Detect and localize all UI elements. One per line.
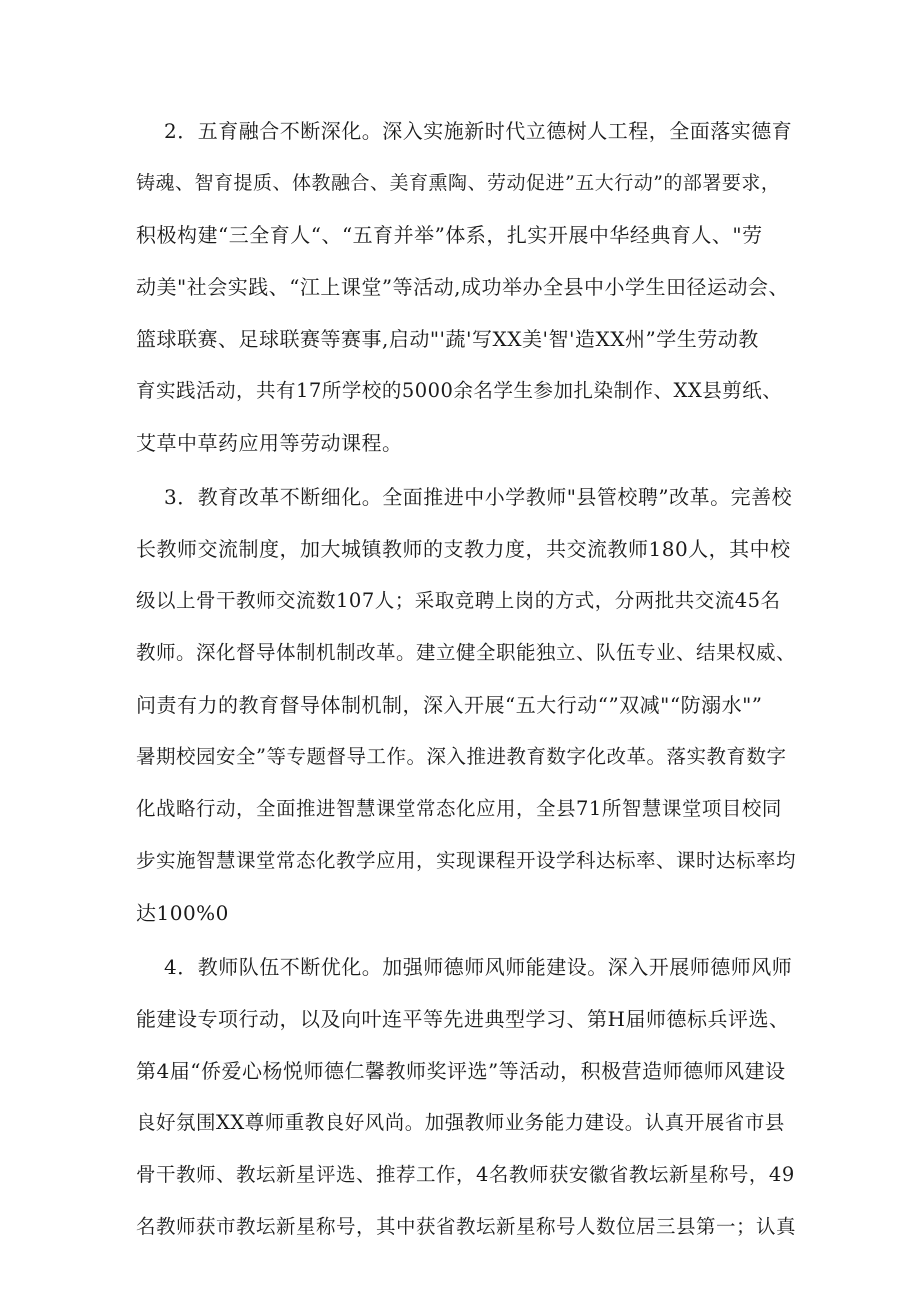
paragraph-line: 第4届“侨爱心杨悦师德仁馨教师奖评选”等活动，积极营造师德师风建设	[136, 1059, 786, 1083]
paragraph-line: 教师。深化督导体制机制改革。建立健全职能独立、队伍专业、结果权威、	[136, 641, 797, 664]
paragraph-line: 动美"社会实践、“江上课堂”等活动,成功举办全县中小学生田径运动会、	[136, 275, 790, 299]
paragraph-line: 良好氛围XX尊师重教良好风尚。加强教师业务能力建设。认真开展省市县	[136, 1111, 785, 1134]
paragraph-line: 4．教师队伍不断优化。加强师德师风师能建设。深入开展师德师风师	[164, 955, 793, 979]
paragraph-line: 骨干教师、教坛新星评选、推荐工作，4名教师获安徽省教坛新星称号，49	[136, 1163, 795, 1186]
paragraph-line: 能建设专项行动，以及向叶连平等先进典型学习、第H届师德标兵评选、	[136, 1007, 790, 1031]
paragraph-line: 暑期校园安全”等专题督导工作。深入推进教育数字化改革。落实教育数字	[136, 745, 787, 768]
paragraph-line: 级以上骨干教师交流数107人；采取竞聘上岗的方式，分两批共交流45名	[136, 589, 781, 612]
paragraph-line: 长教师交流制度，加大城镇教师的支教力度，共交流教师180人，其中校	[136, 537, 791, 561]
paragraph-line: 艾草中草药应用等劳动课程。	[136, 431, 403, 455]
paragraph-line: 步实施智慧课堂常态化教学应用，实现课程开设学科达标率、课时达标率均	[136, 849, 797, 872]
paragraph-line: 化战略行动，全面推进智慧课堂常态化应用，全县71所智慧课堂项目校同	[136, 797, 782, 820]
paragraph-line: 问责有力的教育督导体制机制，深入开展“五大行动“”双减"“防溺水"”	[136, 693, 763, 717]
paragraph-line: 名教师获市教坛新星称号，其中获省教坛新星称号人数位居三县第一；认真	[136, 1215, 797, 1238]
paragraph-line: 篮球联赛、足球联赛等赛事,启动"'蔬'写XX美'智'造XX州”学生劳动教	[136, 327, 759, 351]
paragraph-line: 育实践活动，共有17所学校的5000余名学生参加扎染制作、XX县剪纸、	[136, 379, 783, 402]
paragraph-line: 积极构建“三全育人“、“五育并举”体系，扎实开展中华经典育人、"劳	[136, 223, 763, 247]
paragraph-line: 铸魂、智育提质、体教融合、美育熏陶、劳动促进”五大行动”的部署要求，	[136, 172, 781, 194]
paragraph-line: 3．教育改革不断细化。全面推进中小学教师"县管校聘”改革。完善校	[164, 485, 793, 509]
paragraph-line: 2．五育融合不断深化。深入实施新时代立德树人工程，全面落实德育	[164, 119, 793, 143]
paragraph-line: 达100%0	[136, 901, 229, 925]
